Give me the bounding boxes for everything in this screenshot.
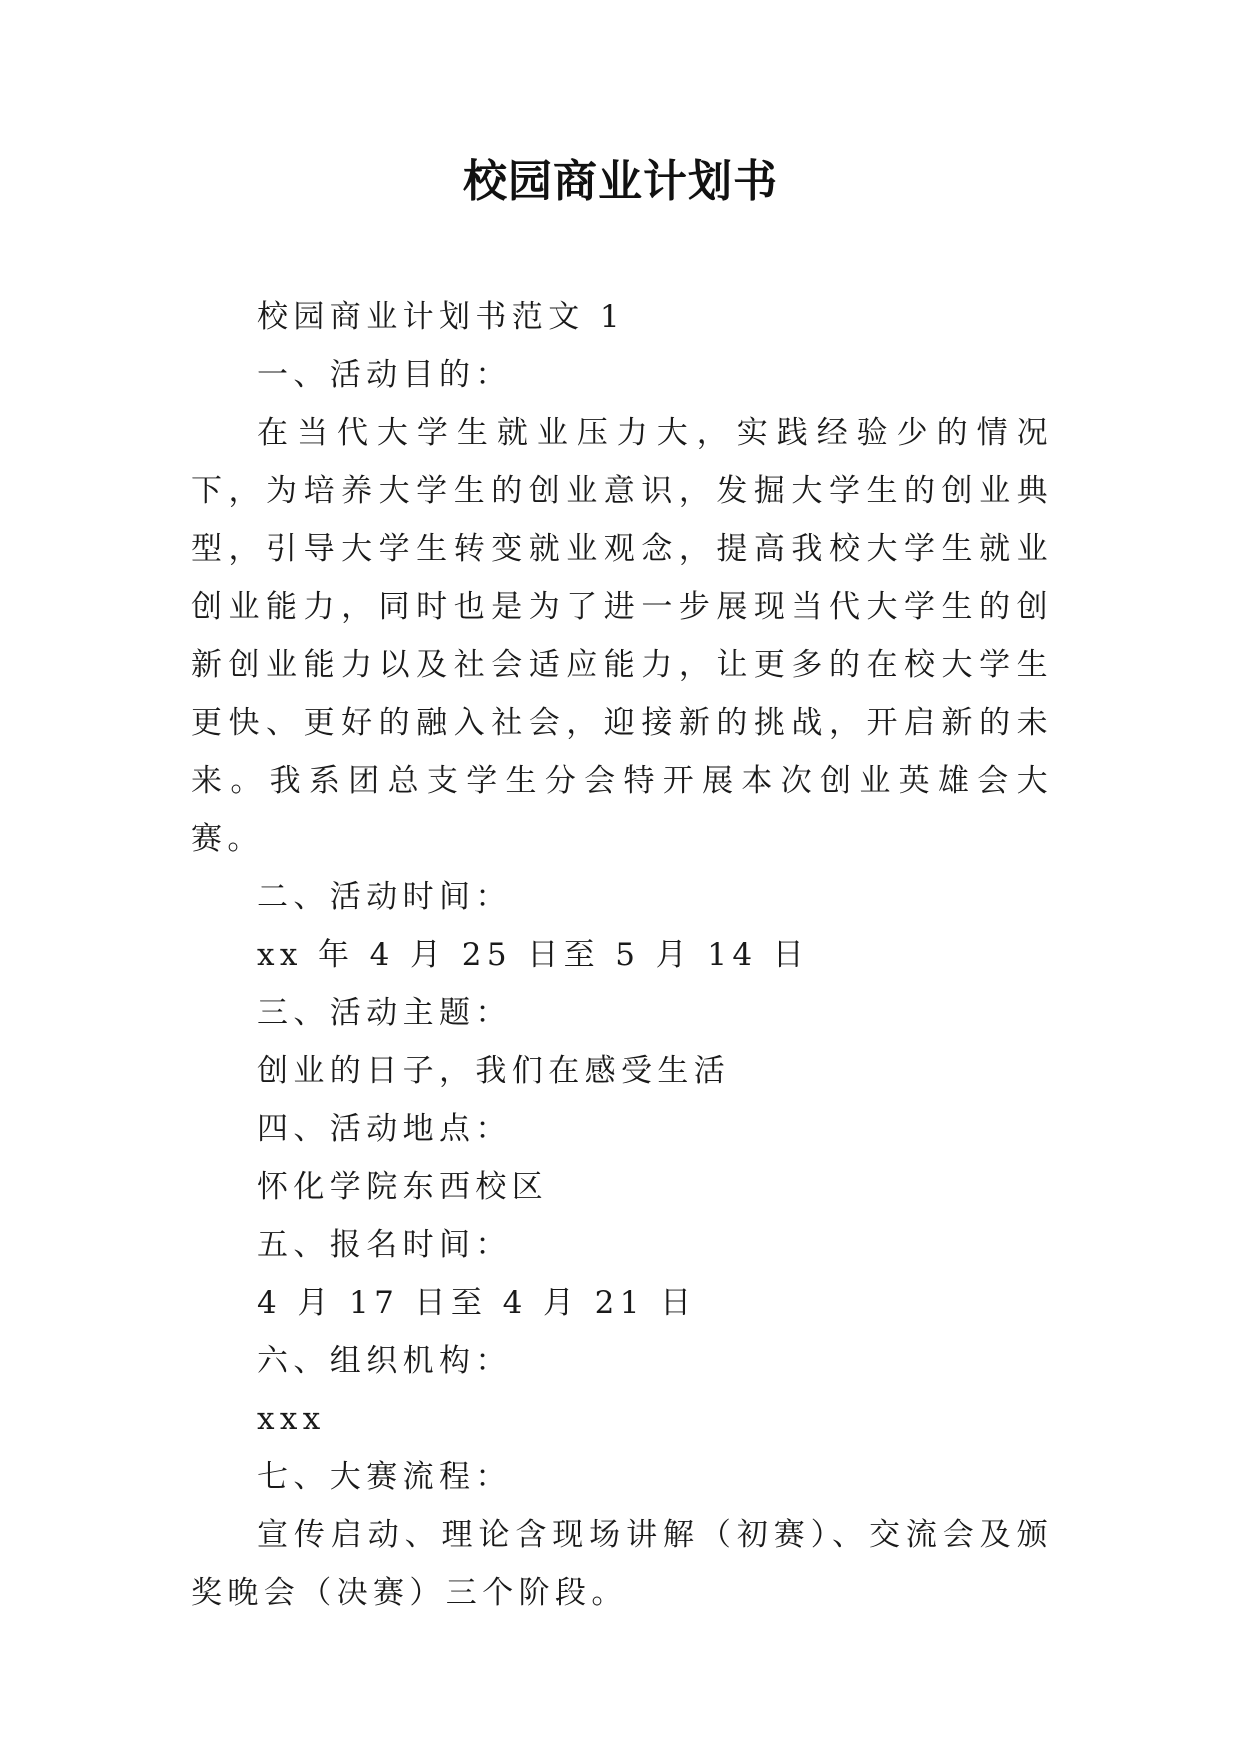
section-heading-registration: 五、报名时间：: [257, 1227, 512, 1263]
activity-theme-text: 创业的日子，我们在感受生活: [257, 1053, 731, 1089]
organization-text: xxx: [257, 1401, 326, 1437]
document-body: [191, 288, 1053, 1622]
section-heading-time: 二、活动时间：: [257, 879, 512, 915]
activity-time-text: xx 年 4 月 25 日至 5 月 14 日: [257, 937, 810, 973]
purpose-paragraph: 在当代大学生就业压力大，实践经验少的情况下，为培养大学生的创业意识，发掘大学生的创业典型，引导大学生转变就业观念，提高我校大学生就业创业能力，同时也是为了进一步展现当代大学生的创新创业能力以及社会适应能力，让更多的在校大学生更快、更好的融入社会，迎接新的挑战，开启新的未来。我系团总支学生分会特开展本次创业英雄会大赛。: [191, 415, 1053, 857]
section-heading-process: 七、大赛流程：: [257, 1459, 512, 1495]
document-title: 校园商业计划书: [463, 156, 778, 207]
section-heading-organization: 六、组织机构：: [257, 1343, 512, 1379]
registration-time-text: 4 月 17 日至 4 月 21 日: [257, 1285, 697, 1321]
section-heading-purpose: 一、活动目的：: [257, 357, 512, 393]
process-paragraph: 宣传启动、理论含现场讲解（初赛）、交流会及颁奖晚会（决赛）三个阶段。: [191, 1517, 1053, 1611]
section-heading-example: 校园商业计划书范文 1: [257, 299, 625, 335]
section-heading-theme: 三、活动主题：: [257, 995, 512, 1031]
section-heading-location: 四、活动地点：: [257, 1111, 512, 1147]
activity-location-text: 怀化学院东西校区: [257, 1169, 549, 1205]
